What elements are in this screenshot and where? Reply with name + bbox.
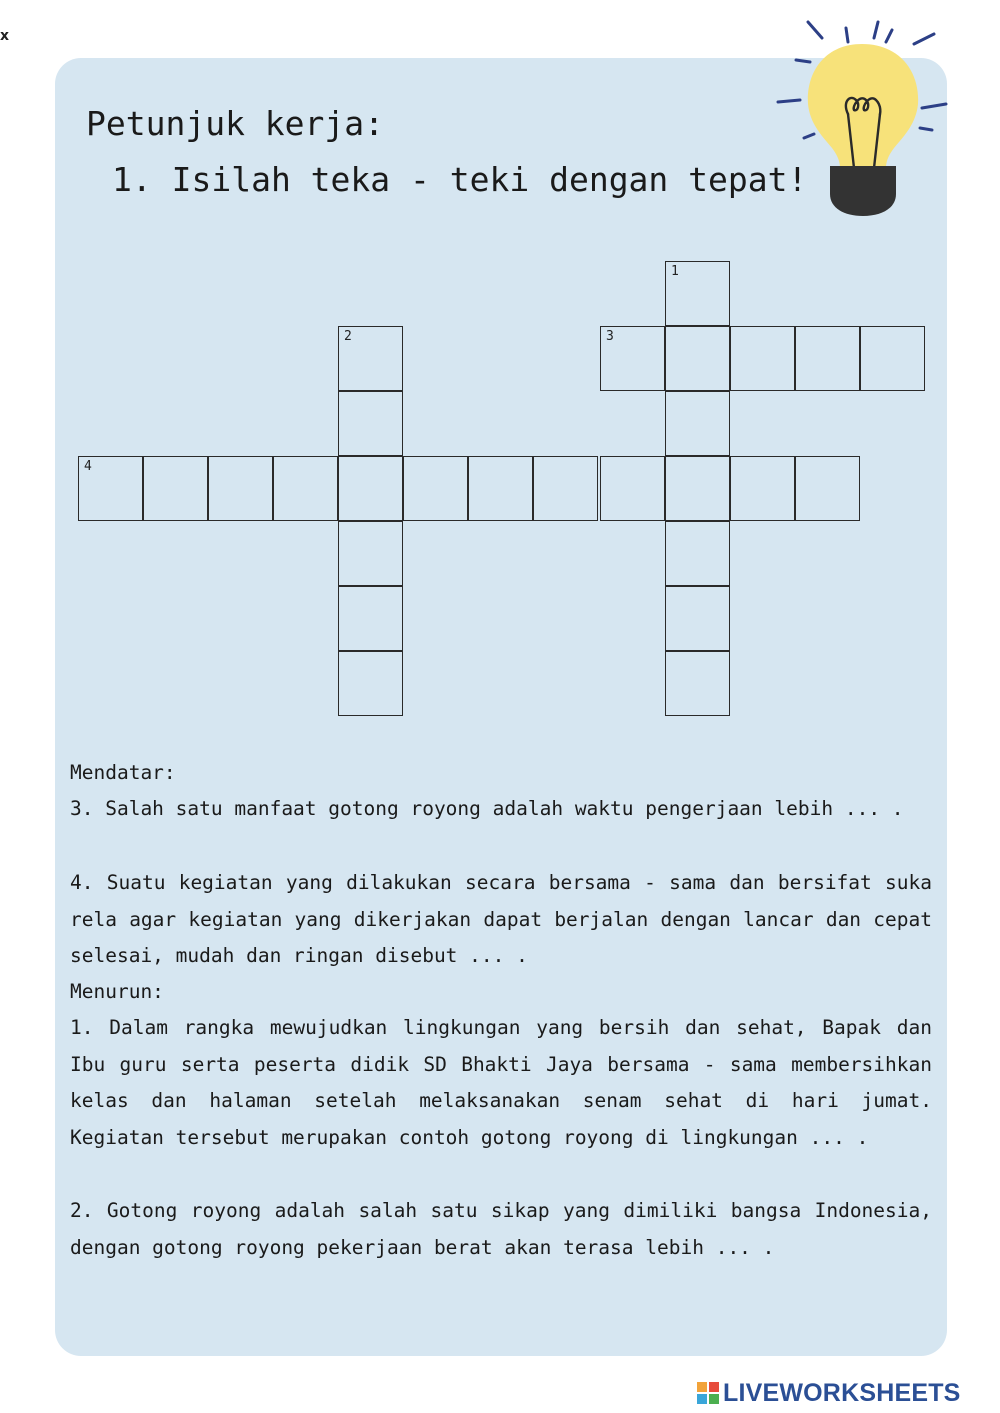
- instructions-title: Petunjuk kerja:: [86, 104, 385, 143]
- crossword-cell[interactable]: [338, 586, 403, 651]
- crossword-cell[interactable]: [208, 456, 273, 521]
- crossword-cell[interactable]: [338, 391, 403, 456]
- crossword-cell[interactable]: [665, 456, 730, 521]
- crossword-cell[interactable]: [730, 326, 795, 391]
- crossword-cell[interactable]: [665, 651, 730, 716]
- crossword-cell[interactable]: [860, 326, 925, 391]
- across-heading: Mendatar:: [70, 761, 176, 784]
- crossword-cell[interactable]: [338, 521, 403, 586]
- crossword-cell[interactable]: [403, 456, 468, 521]
- crossword-cell[interactable]: [795, 456, 860, 521]
- crossword-cell[interactable]: [665, 391, 730, 456]
- crossword-cell[interactable]: [273, 456, 338, 521]
- crossword-cell[interactable]: [338, 326, 403, 391]
- crossword-cell[interactable]: [468, 456, 533, 521]
- crossword-cell[interactable]: [533, 456, 598, 521]
- crossword-cell[interactable]: [600, 456, 665, 521]
- clue-across-4: 4. Suatu kegiatan yang dilakukan secara bersama - sama dan bersifat suka rela agar kegiatan yang dikerjakan dapat berjalan dengan lancar dan cepat selesai, mudah dan ringan disebut ... .: [70, 871, 932, 967]
- instruction-text: 1. Isilah teka - teki dengan tepat!: [112, 160, 808, 199]
- down-heading: Menurun:: [70, 980, 164, 1003]
- crossword-cell[interactable]: [338, 651, 403, 716]
- worksheet-card: [55, 58, 947, 1356]
- clue-number-4: 4: [84, 459, 92, 474]
- crossword-cell[interactable]: [338, 456, 403, 521]
- lightbulb-icon: [770, 16, 960, 226]
- crossword-cell[interactable]: [665, 261, 730, 326]
- brand-name: LIVEWORKSHEETS: [723, 1378, 961, 1407]
- clue-down-2: 2. Gotong royong adalah salah satu sikap yang dimiliki bangsa Indonesia, dengan gotong royong pekerjaan berat akan terasa lebih ... .: [70, 1199, 932, 1259]
- crossword-cell[interactable]: [665, 586, 730, 651]
- clue-number-3: 3: [606, 329, 614, 344]
- crossword-cell[interactable]: [795, 326, 860, 391]
- crossword-cell[interactable]: [665, 521, 730, 586]
- crossword-cell[interactable]: [730, 456, 795, 521]
- clue-down-1: 1. Dalam rangka mewujudkan lingkungan yang bersih dan sehat, Bapak dan Ibu guru serta peserta didik SD Bhakti Jaya bersama - sama membersihkan kelas dan halaman setelah melaksanakan senam sehat di hari jumat. Kegiatan tersebut merupakan contoh gotong royong di lingkungan ... .: [70, 1016, 932, 1149]
- crossword-cell[interactable]: [143, 456, 208, 521]
- liveworksheets-icon: [697, 1382, 719, 1404]
- clue-across-3: 3. Salah satu manfaat gotong royong adalah waktu pengerjaan lebih ... .: [70, 797, 904, 820]
- crossword-cell[interactable]: [78, 456, 143, 521]
- corner-mark: x: [0, 28, 10, 44]
- clue-number-1: 1: [671, 264, 679, 279]
- clue-number-2: 2: [344, 329, 352, 344]
- liveworksheets-logo: [697, 1376, 961, 1410]
- crossword-cell[interactable]: [665, 326, 730, 391]
- crossword-cell[interactable]: [600, 326, 665, 391]
